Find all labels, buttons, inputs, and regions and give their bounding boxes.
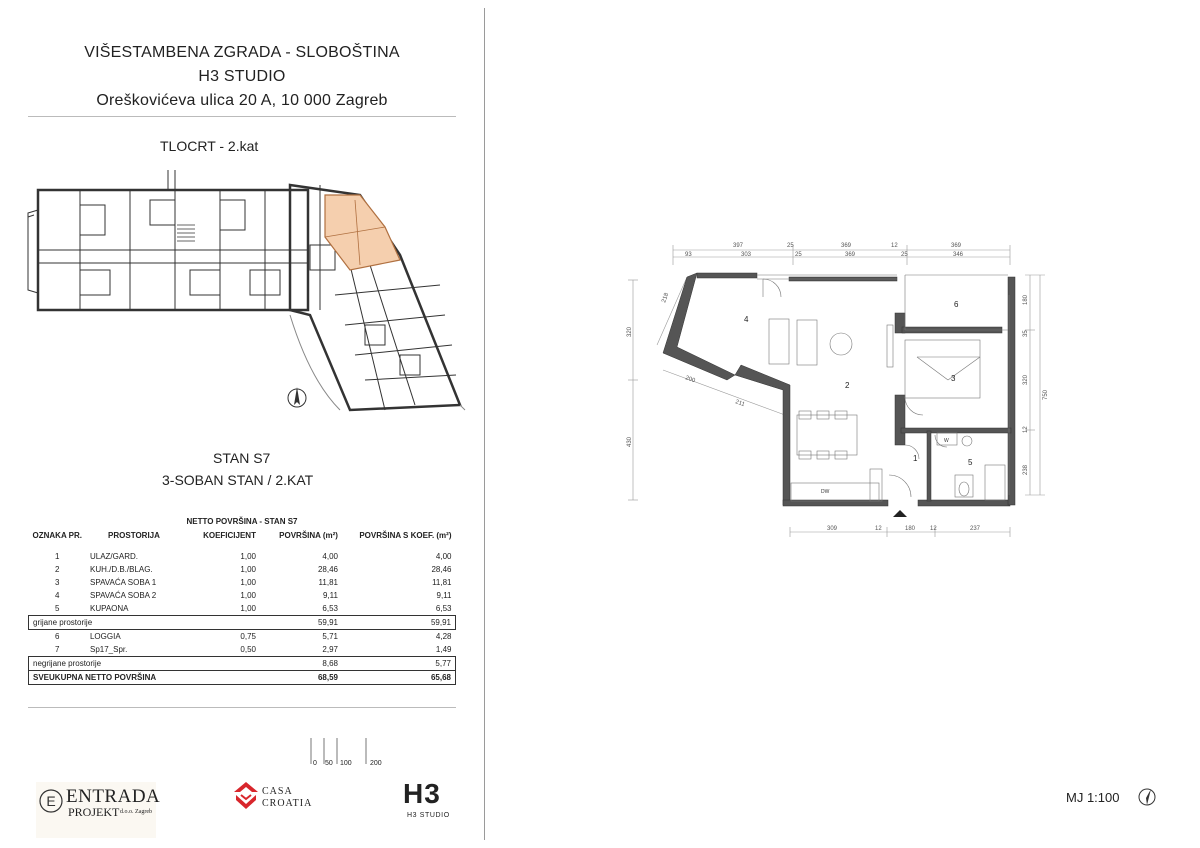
cell-coef: 1,00 [240,578,256,587]
apartment-floor-plan [615,235,1065,545]
cell-area: 6,53 [322,604,338,613]
cell-area: 9,11 [323,591,338,600]
heated-total-area-coef: 59,91 [342,616,456,630]
dim-bottom-4: 12 [930,526,937,532]
dim-diag-2: 200 [684,375,696,385]
cell-coef: 1,00 [240,604,256,613]
floor-plan-title: TLOCRT - 2.kat [160,138,259,154]
room-label-1: 1 [913,454,918,463]
table-row [29,630,456,644]
cell-id: 7 [55,645,60,654]
cell-id: 2 [55,565,60,574]
table-row [29,576,456,589]
area-table [28,514,456,685]
cell-area: 2,97 [322,645,338,654]
dim-top2-1: 93 [685,252,692,258]
appliance-dw-label: DW [821,489,830,495]
cell-coef: 1,00 [240,552,256,561]
dim-top-2: 25 [787,243,794,249]
scale-label-0: 0 [313,760,317,767]
room-label-3: 3 [951,374,956,383]
room-label-5: 5 [968,458,973,467]
scale-label-100: 100 [340,760,352,767]
cell-id: 4 [55,591,60,600]
cell-room: KUPAONA [89,604,129,613]
cell-room: SPAVAĆA SOBA 1 [89,578,157,587]
header-povrsina: POVRŠINA (m²) [279,530,338,540]
cell-id: 6 [55,632,60,641]
cell-room: LOGGIA [89,632,121,641]
dim-left-2: 430 [627,436,633,447]
cell-id: 5 [55,604,60,613]
project-title: VIŠESTAMBENA ZGRADA - SLOBOŠTINA [84,44,400,61]
casa-croatia-emblem-icon [232,780,260,812]
cell-coef: 1,00 [240,591,256,600]
grand-total-area: 68,59 [260,671,342,685]
unheated-total-label: negrijane prostorije [29,657,260,671]
scale-label-50: 50 [325,760,333,767]
dim-top2-4: 369 [845,252,856,258]
svg-text:E: E [46,793,56,809]
cell-coef: 0,75 [240,632,256,641]
dim-top-5: 369 [951,243,962,249]
dim-bottom-3: 180 [905,526,916,532]
appliance-w-label: W [944,438,949,444]
cell-area-coef: 4,28 [435,632,452,641]
page-divider [484,8,485,840]
dim-diag-1: 218 [661,292,671,304]
cell-coef: 0,50 [240,645,256,654]
cell-room: KUH./D.B./BLAG. [89,565,153,574]
dim-top2-6: 346 [953,252,964,258]
grand-total-row [29,671,456,685]
entrada-name: ENTRADA [66,786,161,807]
heated-total-row [29,616,456,630]
dim-right-2: 35 [1023,330,1029,337]
header-oznaka: OZNAKA PR. [32,530,82,540]
room-label-2: 2 [845,381,850,390]
dim-right-5: 12 [1023,426,1029,433]
cell-area-coef: 6,53 [435,604,452,613]
cell-area-coef: 11,81 [432,578,452,587]
room-label-6: 6 [954,300,959,309]
dim-top-1: 397 [733,243,744,249]
unit-name: STAN S7 [213,450,271,466]
building-key-plan [20,165,470,415]
unit-type: 3-SOBAN STAN / 2.KAT [162,472,314,488]
dim-right-3: 320 [1023,374,1029,385]
cell-area-coef: 28,46 [431,565,452,574]
cell-room: ULAZ/GARD. [89,552,138,561]
croatia-label: CROATIA [262,798,313,809]
casa-label: CASA [262,786,293,797]
scale-label-200: 200 [370,760,382,767]
cell-area-coef: 1,49 [435,645,452,654]
dim-top2-3: 25 [795,252,802,258]
h3-studio-label: H3 STUDIO [407,812,450,819]
unheated-total-area: 8,68 [260,657,342,671]
dim-right-4: 750 [1043,389,1049,400]
dim-top2-2: 303 [741,252,752,258]
table-row [29,602,456,616]
cell-area-coef: 9,11 [436,591,452,600]
north-arrow-icon [1136,786,1158,808]
cell-coef: 1,00 [240,565,256,574]
table-bottom-divider [28,707,456,708]
dim-bottom-5: 237 [970,526,981,532]
cell-id: 3 [55,578,60,587]
entrada-projekt: PROJEKT [68,805,120,819]
entrada-location: d.o.o. Zagreb [120,809,152,815]
table-row [29,589,456,602]
dim-top-4: 12 [891,243,898,249]
cell-id: 1 [55,552,60,561]
unheated-total-row [29,657,456,671]
table-row [29,643,456,657]
h3-mark: H3 [403,778,441,809]
project-address: Oreškovićeva ulica 20 A, 10 000 Zagreb [96,92,388,109]
unheated-total-area-coef: 5,77 [342,657,456,671]
grand-total-label: SVEUKUPNA NETTO POVRŠINA [29,671,260,685]
grand-total-area-coef: 65,68 [342,671,456,685]
table-header-row [29,528,456,542]
dim-bottom-2: 12 [875,526,882,532]
cell-room: Sp17_Spr. [89,645,128,654]
heated-total-area: 59,91 [260,616,342,630]
dim-top2-5: 25 [901,252,908,258]
dim-diag-3: 211 [734,399,746,409]
header-divider [28,116,456,117]
cell-area-coef: 4,00 [435,552,452,561]
header-prostorija: PROSTORIJA [108,530,160,540]
dim-right-1: 180 [1023,294,1029,305]
dim-top-3: 369 [841,243,852,249]
header-koeficijent: KOEFICIJENT [203,530,256,540]
table-row [29,563,456,576]
entrada-emblem-icon [38,788,64,814]
table-caption: NETTO POVRŠINA - STAN S7 [186,516,298,526]
cell-area: 28,46 [317,565,338,574]
room-label-4: 4 [744,315,749,324]
entrada-logo [36,782,161,838]
dim-left-1: 320 [627,326,633,337]
dim-right-6: 238 [1023,464,1029,475]
plan-scale-label: MJ 1:100 [1066,790,1120,805]
dim-bottom-1: 309 [827,526,838,532]
cell-area: 11,81 [318,578,338,587]
studio-name: H3 STUDIO [198,68,286,85]
heated-total-label: grijane prostorije [29,616,260,630]
table-row [29,550,456,563]
cell-area: 4,00 [322,552,338,561]
header-povrsina-koef: POVRŠINA S KOEF. (m²) [359,530,452,540]
cell-area: 5,71 [322,632,338,641]
cell-room: SPAVAĆA SOBA 2 [89,591,157,600]
